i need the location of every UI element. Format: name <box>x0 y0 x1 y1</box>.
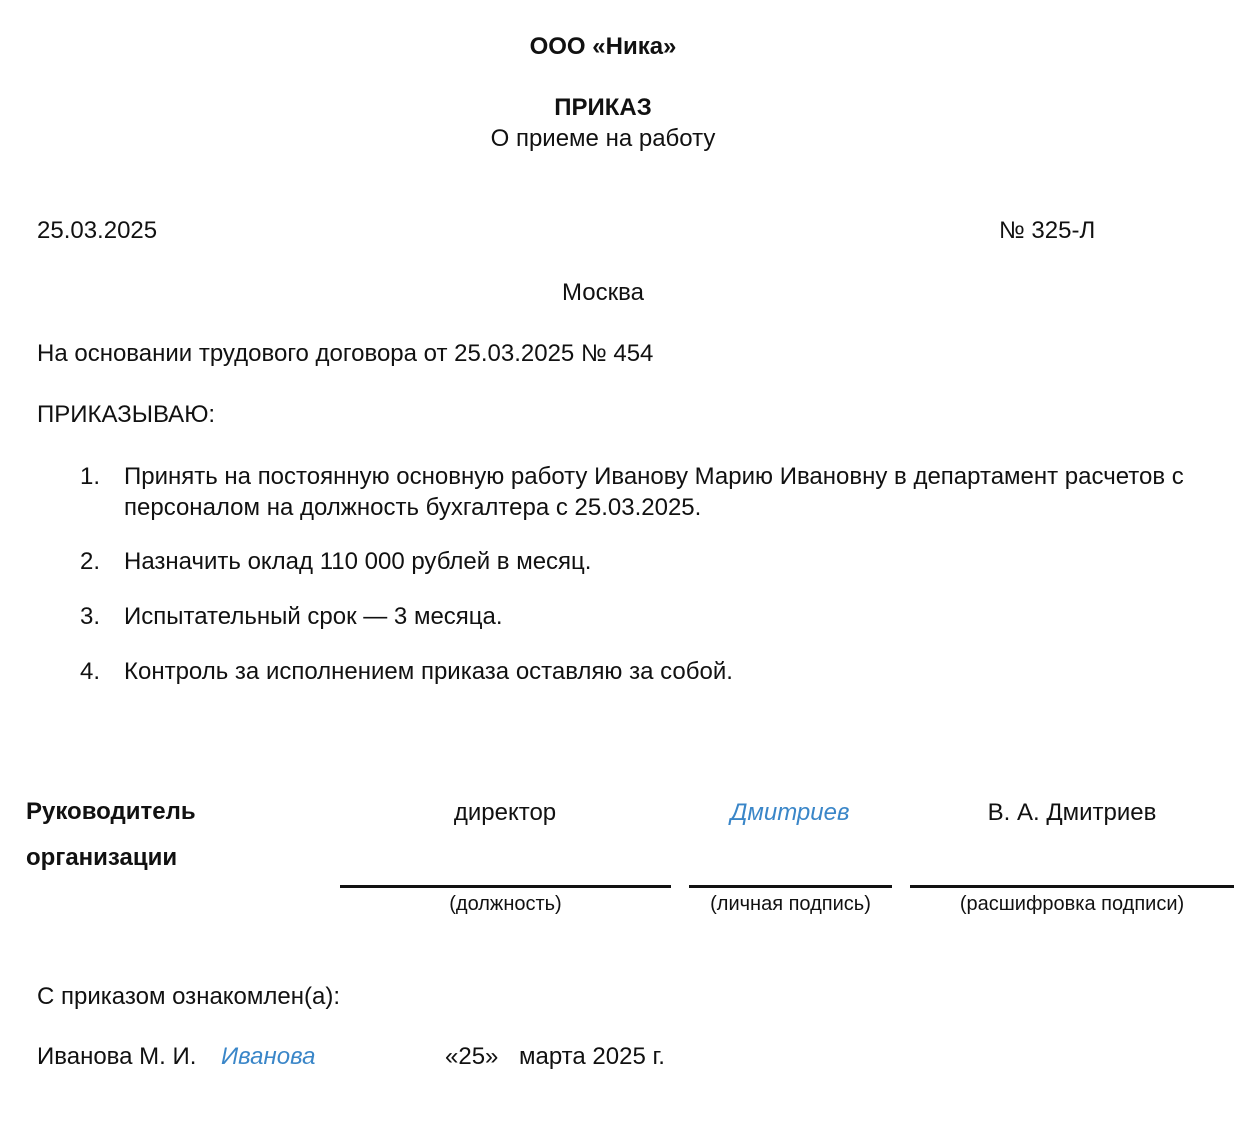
list-item-number: 2. <box>80 548 101 575</box>
director-signature: Дмитриев <box>730 799 850 826</box>
list-item-text: Назначить оклад 110 000 рублей в месяц. <box>124 548 592 575</box>
order-word: ПРИКАЗЫВАЮ: <box>37 401 216 428</box>
list-item-text: Принять на постоянную основную работу Иванову Марию Ивановну в департамент расчетов с персоналом на должность бухгалтера с 25.03.2025. <box>124 463 1184 521</box>
signer-position: директор <box>453 799 557 826</box>
acknowledgement-month-year: марта 2025 г. <box>519 1043 665 1070</box>
list-item-text: Испытательный срок — 3 месяца. <box>124 603 503 630</box>
document-city: Москва <box>562 279 644 306</box>
signer-role-line2: организации <box>26 844 178 871</box>
document-number: № 325-Л <box>999 217 1096 244</box>
organization-name: ООО «Ника» <box>529 33 677 60</box>
name-line <box>910 885 1234 888</box>
order-basis: На основании трудового договора от 25.03.2025 № 454 <box>37 340 654 367</box>
employee-name: Иванова М. И. <box>37 1043 197 1070</box>
acknowledgement-day: «25» <box>445 1043 499 1070</box>
employee-signature: Иванова <box>221 1043 316 1070</box>
signer-full-name: В. А. Дмитриев <box>987 799 1157 826</box>
list-item-number: 3. <box>80 603 101 630</box>
name-caption: (расшифровка подписи) <box>959 893 1185 915</box>
signer-role-line1: Руководитель <box>26 798 196 825</box>
position-line <box>340 885 671 888</box>
list-item-text: Контроль за исполнением приказа оставляю за собой. <box>124 658 733 685</box>
document-subject: О приеме на работу <box>490 125 716 152</box>
list-item-number: 1. <box>80 463 101 490</box>
acknowledgement-label: С приказом ознакомлен(а): <box>37 983 341 1010</box>
list-item-number: 4. <box>80 658 101 685</box>
document-title: ПРИКАЗ <box>554 94 652 121</box>
document-date: 25.03.2025 <box>37 217 158 244</box>
signature-line <box>689 885 892 888</box>
signature-caption: (личная подпись) <box>710 893 871 915</box>
position-caption: (должность) <box>449 893 562 915</box>
